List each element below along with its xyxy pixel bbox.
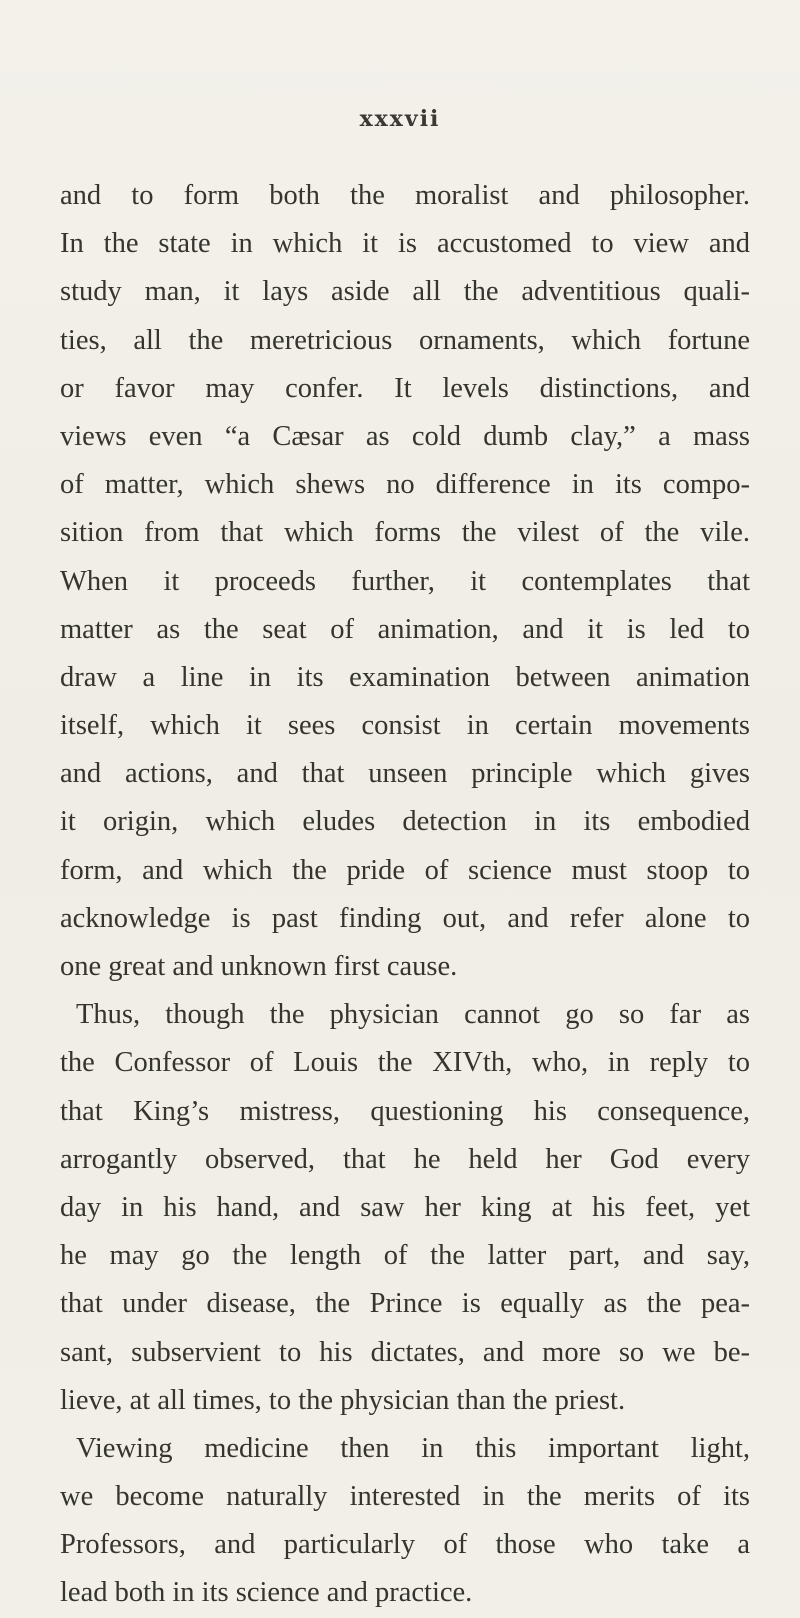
text-line: sant, subservient to his dictates, and more so we be- (60, 1336, 750, 1368)
text-line: In the state in which it is accustomed to view and (60, 228, 750, 260)
text-line: acknowledge is past finding out, and refer alone to (60, 902, 750, 934)
text-line: the Confessor of Louis the XIVth, who, in reply to (60, 1047, 750, 1079)
paragraph-end-line: lead both in its science and practice. (60, 1577, 473, 1609)
text-line: arrogantly observed, that he held her God every (60, 1143, 750, 1175)
paragraph-start-line: Thus, though the physician cannot go so far as (76, 999, 750, 1031)
text-line: day in his hand, and saw her king at his feet, yet (60, 1191, 750, 1223)
text-line: it origin, which eludes detection in its embodied (60, 806, 750, 838)
paragraph-start-line: Viewing medicine then in this important light, (76, 1432, 750, 1464)
text-line: itself, which it sees consist in certain movements (60, 710, 750, 742)
text-line: or favor may confer. It levels distinctions, and (60, 372, 750, 404)
text-line: that under disease, the Prince is equally as the pea- (60, 1288, 750, 1320)
text-line: of matter, which shews no difference in its compo- (60, 469, 750, 501)
paragraph-end-line: one great and unknown first cause. (60, 951, 458, 982)
page-number: xxxvii (359, 106, 441, 132)
text-line: draw a line in its examination between animation (60, 661, 750, 693)
text-line: Professors, and particularly of those who take a (60, 1529, 750, 1561)
text-line: matter as the seat of animation, and it is led to (60, 613, 750, 645)
text-line: and to form both the moralist and philosopher. (60, 180, 750, 211)
text-line: and actions, and that unseen principle which gives (60, 758, 750, 790)
text-line: form, and which the pride of science must stoop to (60, 854, 750, 886)
body-text (60, 172, 750, 1618)
text-line: views even “a Cæsar as cold dumb clay,” a mass (60, 420, 750, 452)
text-line: he may go the length of the latter part, and say, (60, 1240, 750, 1272)
paragraph-end-line: lieve, at all times, to the physician than the priest. (60, 1384, 626, 1416)
text-line: we become naturally interested in the merits of its (60, 1481, 750, 1513)
text-line: study man, it lays aside all the adventitious quali- (60, 276, 750, 308)
text-line: sition from that which forms the vilest of the vile. (60, 517, 750, 549)
text-line: that King’s mistress, questioning his consequence, (60, 1095, 750, 1127)
text-line: ties, all the meretricious ornaments, which fortune (60, 324, 750, 356)
text-line: When it proceeds further, it contemplates that (60, 565, 750, 597)
